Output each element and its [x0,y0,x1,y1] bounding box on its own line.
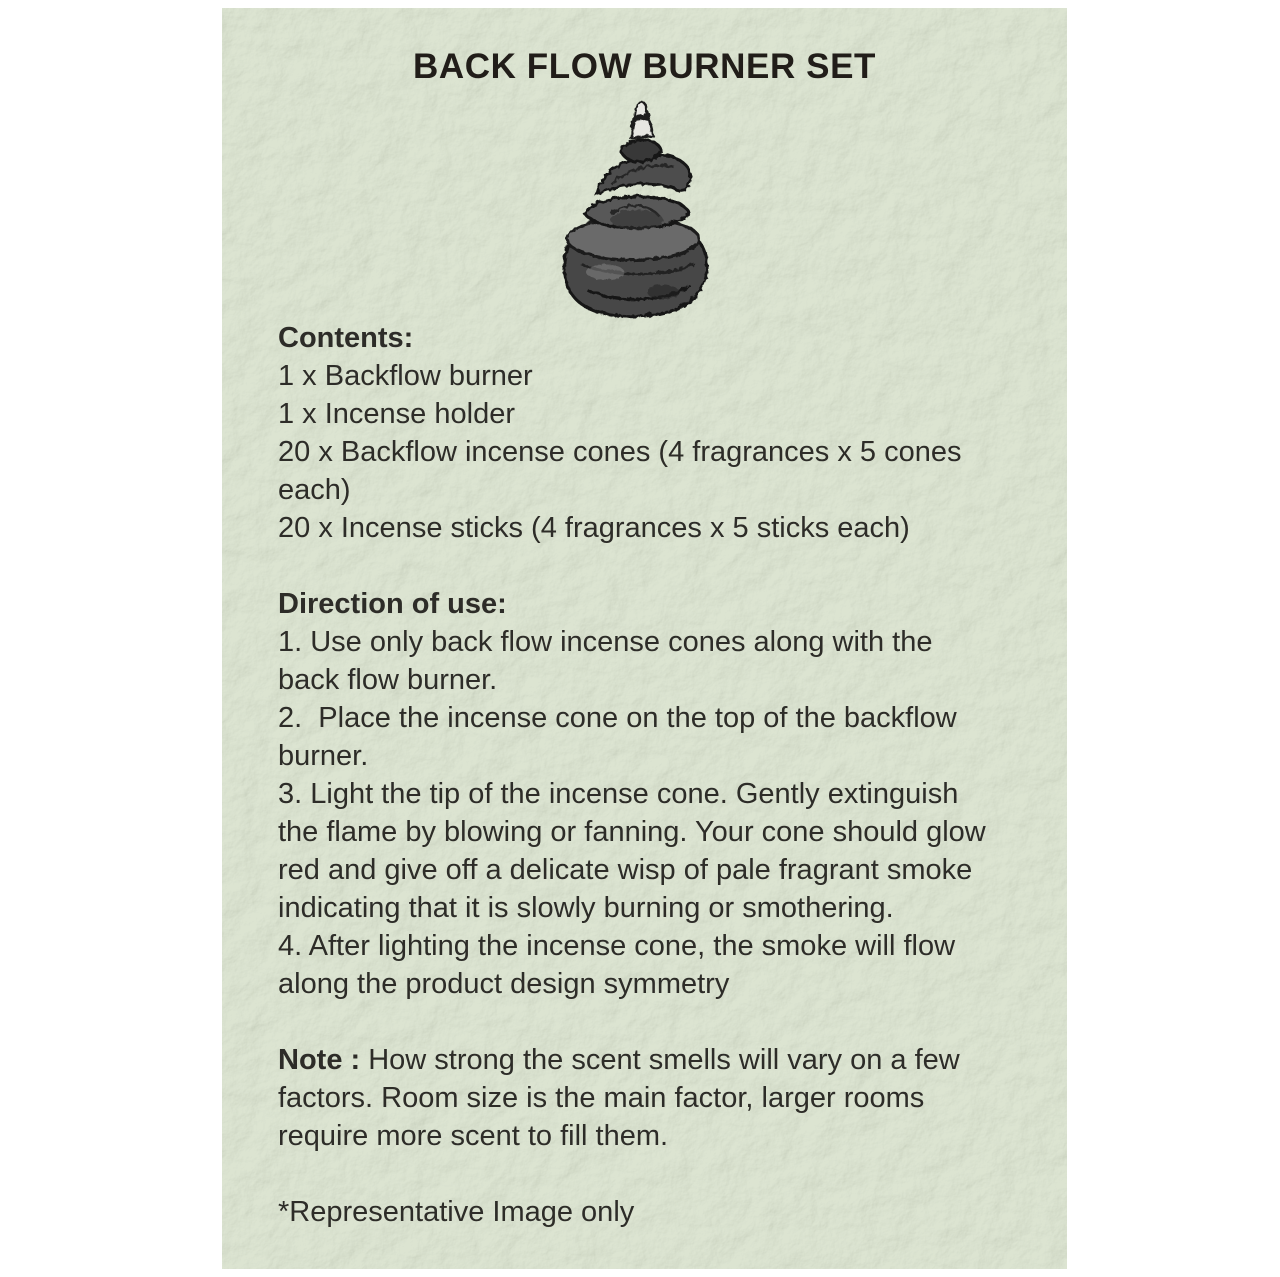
contents-item: 20 x Backflow incense cones (4 fragrances x 5 cones each) [278,436,970,506]
backflow-burner-icon [544,91,714,319]
direction-step: 4. After lighting the incense cone, the smoke will flow along the product design symmetry [278,930,964,1000]
disclaimer-section [278,1193,986,1231]
direction-step: 2. Place the incense cone on the top of the backflow burner. [278,702,965,772]
note-paragraph [278,1041,986,1155]
note-section [278,1041,986,1155]
contents-item: 20 x Incense sticks (4 fragrances x 5 sticks each) [278,512,910,544]
direction-step: 3. Light the tip of the incense cone. Gently extinguish the flame by blowing or fanning. Your cone should glow red and give off a delicate wisp of pale fragrant smoke indicating that it is slowly burning or smothering. [278,778,994,924]
note-text: How strong the scent smells will vary on a few factors. Room size is the main factor, larger rooms require more scent to fill them. [278,1044,968,1152]
contents-heading: Contents: [278,322,414,354]
direction-step: 1. Use only back flow incense cones along with the back flow burner. [278,626,941,696]
contents-item: 1 x Backflow burner [278,360,533,392]
product-figure [222,91,1067,319]
disclaimer-text: *Representative Image only [278,1196,635,1228]
contents-section [278,319,986,547]
directions-section [278,585,994,1003]
card-content [222,46,1067,1269]
contents-item: 1 x Incense holder [278,398,515,430]
note-label: Note : [278,1044,361,1076]
product-info-card [222,8,1067,1269]
page-title: BACK FLOW BURNER SET [412,47,877,86]
directions-heading: Direction of use: [278,588,507,620]
body-text [278,319,994,1231]
